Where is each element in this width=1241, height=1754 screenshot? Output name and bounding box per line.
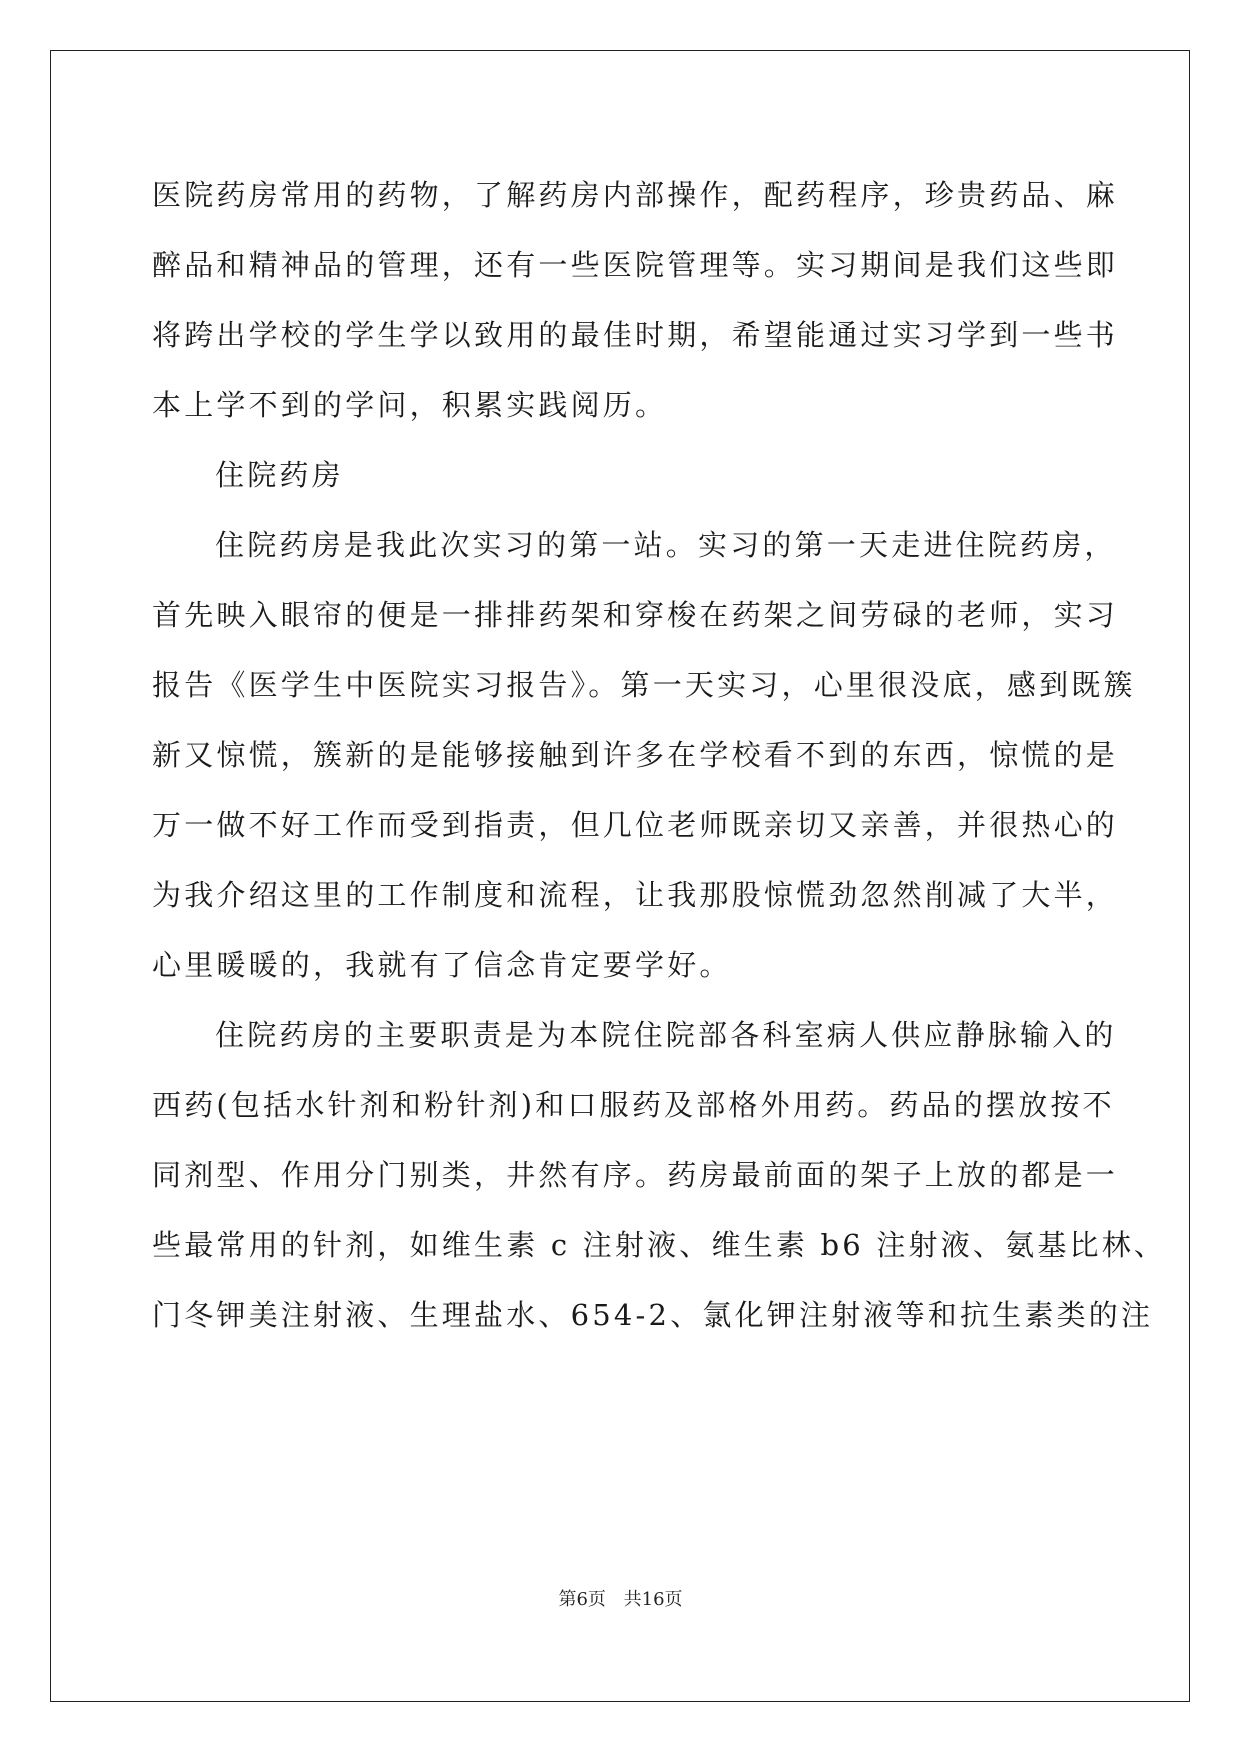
page-footer: [0, 1585, 1241, 1611]
text-line: 住院药房是我此次实习的第一站。实习的第一天走进住院药房，: [215, 528, 1117, 562]
document-body: [152, 160, 1167, 1350]
text-line: 新又惊慌，簇新的是能够接触到许多在学校看不到的东西，惊慌的是: [152, 738, 1119, 772]
text-line: 西药(包括水针剂和粉针剂)和口服药及部格外用药。药品的摆放按不: [152, 1088, 1115, 1122]
text-line: 报告《医学生中医院实习报告》。第一天实习，心里很没底，感到既簇: [152, 668, 1136, 702]
page-number: 第6页: [558, 1589, 606, 1610]
text-line: 将跨出学校的学生学以致用的最佳时期，希望能通过实习学到一些书: [152, 318, 1119, 352]
text-line: 首先映入眼帘的便是一排排药架和穿梭在药架之间劳碌的老师，实习: [152, 598, 1119, 632]
text-line: 同剂型、作用分门别类，井然有序。药房最前面的架子上放的都是一: [152, 1158, 1119, 1192]
text-line: 医院药房常用的药物，了解药房内部操作，配药程序，珍贵药品、麻: [152, 178, 1119, 212]
section-heading: 住院药房: [215, 458, 344, 492]
text-line: 醉品和精神品的管理，还有一些医院管理等。实习期间是我们这些即: [152, 248, 1119, 282]
text-line: 住院药房的主要职责是为本院住院部各科室病人供应静脉输入的: [215, 1018, 1117, 1052]
text-line: 些最常用的针剂，如维生素 c 注射液、维生素 b6 注射液、氨基比林、: [152, 1228, 1167, 1262]
text-line: 万一做不好工作而受到指责，但几位老师既亲切又亲善，并很热心的: [152, 808, 1119, 842]
page-total: 共16页: [623, 1589, 683, 1610]
text-line: 为我介绍这里的工作制度和流程，让我那股惊慌劲忽然削减了大半，: [152, 878, 1119, 912]
text-line: 本上学不到的学问，积累实践阅历。: [152, 388, 668, 422]
text-line: 门冬钾美注射液、生理盐水、654-2、氯化钾注射液等和抗生素类的注: [152, 1298, 1154, 1332]
text-line: 心里暖暖的，我就有了信念肯定要学好。: [152, 948, 732, 982]
